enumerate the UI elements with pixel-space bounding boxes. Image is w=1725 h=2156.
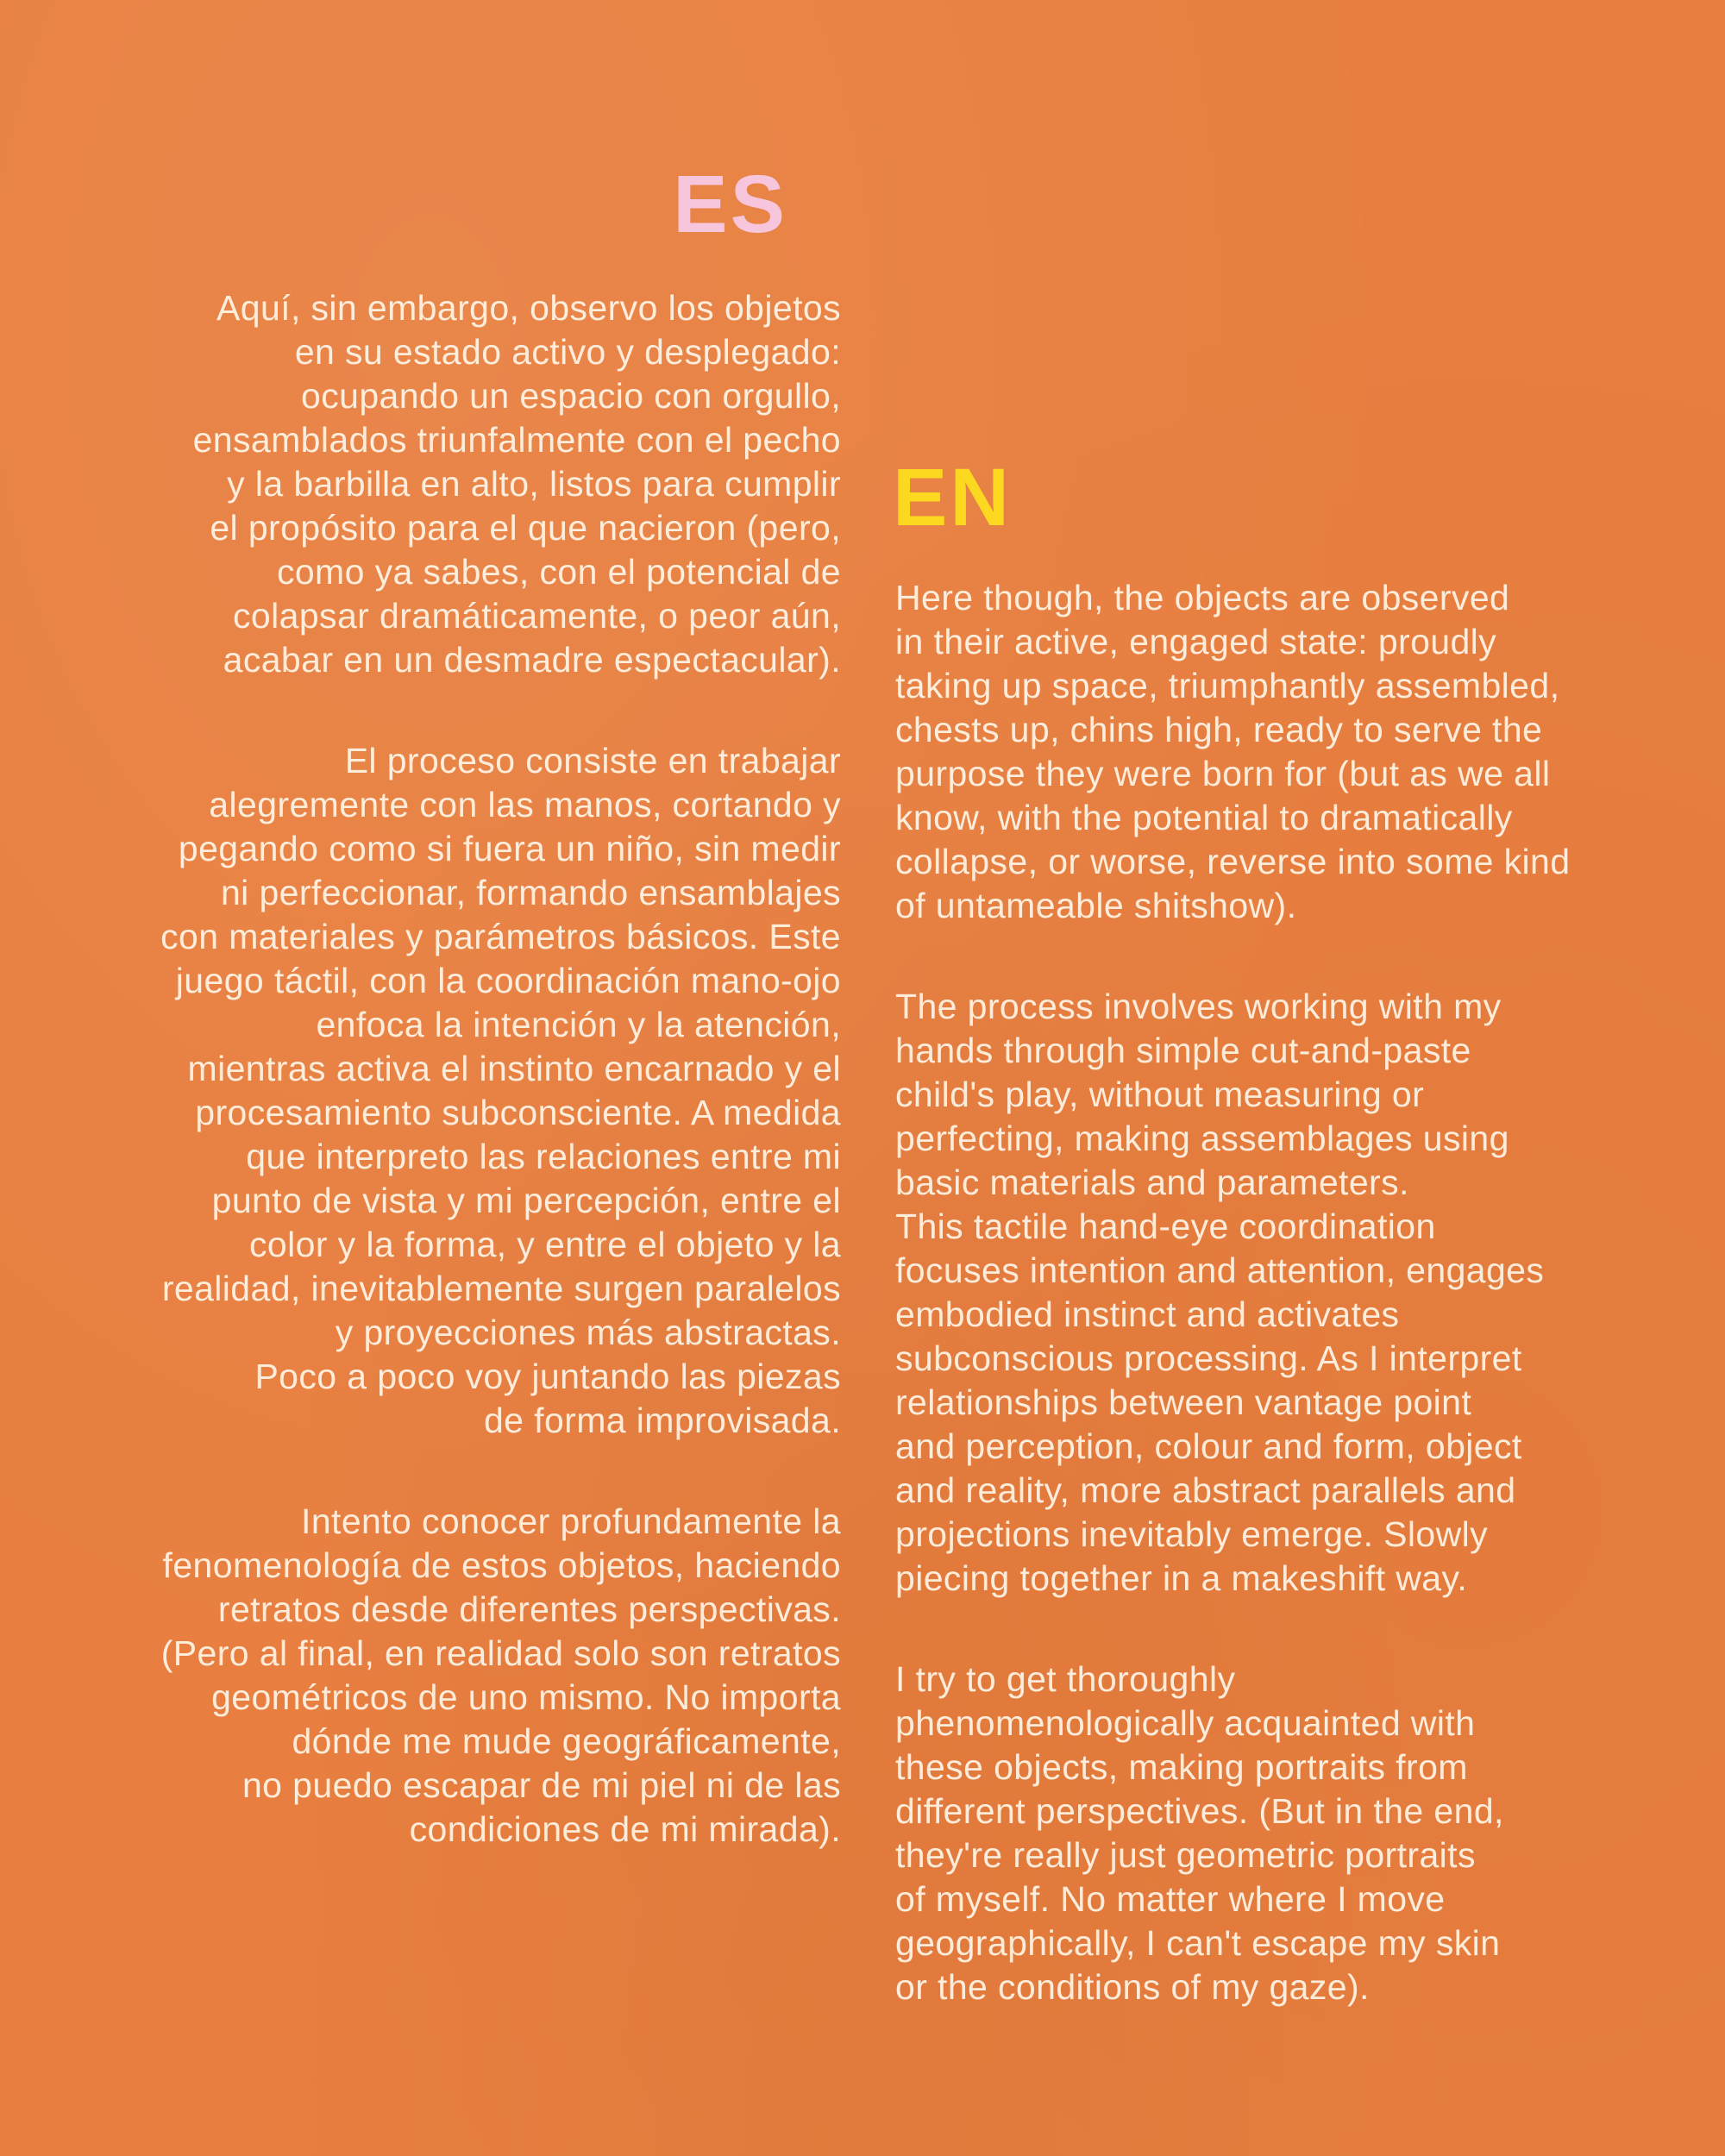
- english-paragraph-1: Here though, the objects are observed in their active, engaged state: proudly taking up space, triumphantly assembled, chests up, chins high, ready to serve the purpose they were born for (but as we all know, with the potential to dramatically collapse, or worse, reverse into some kind of untameable shitshow).: [895, 578, 1571, 925]
- spanish-section-heading: ES: [673, 159, 787, 250]
- english-paragraph-2: The process involves working with my hands through simple cut-and-paste child's play, without measuring or perfecting, making assemblages using basic materials and parameters. This tactile hand-eye coordination focuses intention and attention, engages embodied instinct and activates subconscious processing. As I interpret relationships between vantage point and perception, colour and form, object and reality, more abstract parallels and projections inevitably emerge. Slowly piecing together in a makeshift way.: [895, 987, 1545, 1598]
- spanish-paragraph-3: Intento conocer profundamente la fenomenología de estos objetos, haciendo retratos desde diferentes perspectivas. (Pero al final, en realidad solo son retratos geométricos de uno mismo. No importa dónde me mude geográficamente, no puedo escapar de mi piel ni de las condiciones de mi mirada).: [160, 1501, 841, 1849]
- spanish-paragraph-2: El proceso consiste en trabajar alegremente con las manos, cortando y pegando como si fuera un niño, sin medir ni perfeccionar, formando ensamblajes con materiales y parámetros básicos. Este juego táctil, con la coordinación mano-ojo enfoca la intención y la atención, mientras activa el instinto encarnado y el procesamiento subconsciente. A medida que interpreto las relaciones entre mi punto de vista y mi percepción, entre el color y la forma, y entre el objeto y la realidad, inevitablemente surgen paralelos y proyecciones más abstractas. Poco a poco voy juntando las piezas de forma improvisada.: [160, 741, 841, 1440]
- spanish-text-column: [125, 286, 841, 1852]
- english-text-column: [895, 576, 1620, 2009]
- spanish-paragraph-1: Aquí, sin embargo, observo los objetos en su estado activo y desplegado: ocupando un espacio con orgullo, ensamblados triunfalmente con el pecho y la barbilla en alto, listos para cumplir el propósito para el que nacieron (pero, como ya sabes, con el potencial de colapsar dramáticamente, o peor aún, acabar en un desmadre espectacular).: [192, 288, 841, 680]
- english-section-heading: EN: [893, 452, 1012, 543]
- english-paragraph-3: I try to get thoroughly phenomenologically acquainted with these objects, making portraits from different perspectives. (But in the end, they're really just geometric portraits of myself. No matter where I move geographically, I can't escape my skin or the conditions of my gaze).: [895, 1659, 1504, 2007]
